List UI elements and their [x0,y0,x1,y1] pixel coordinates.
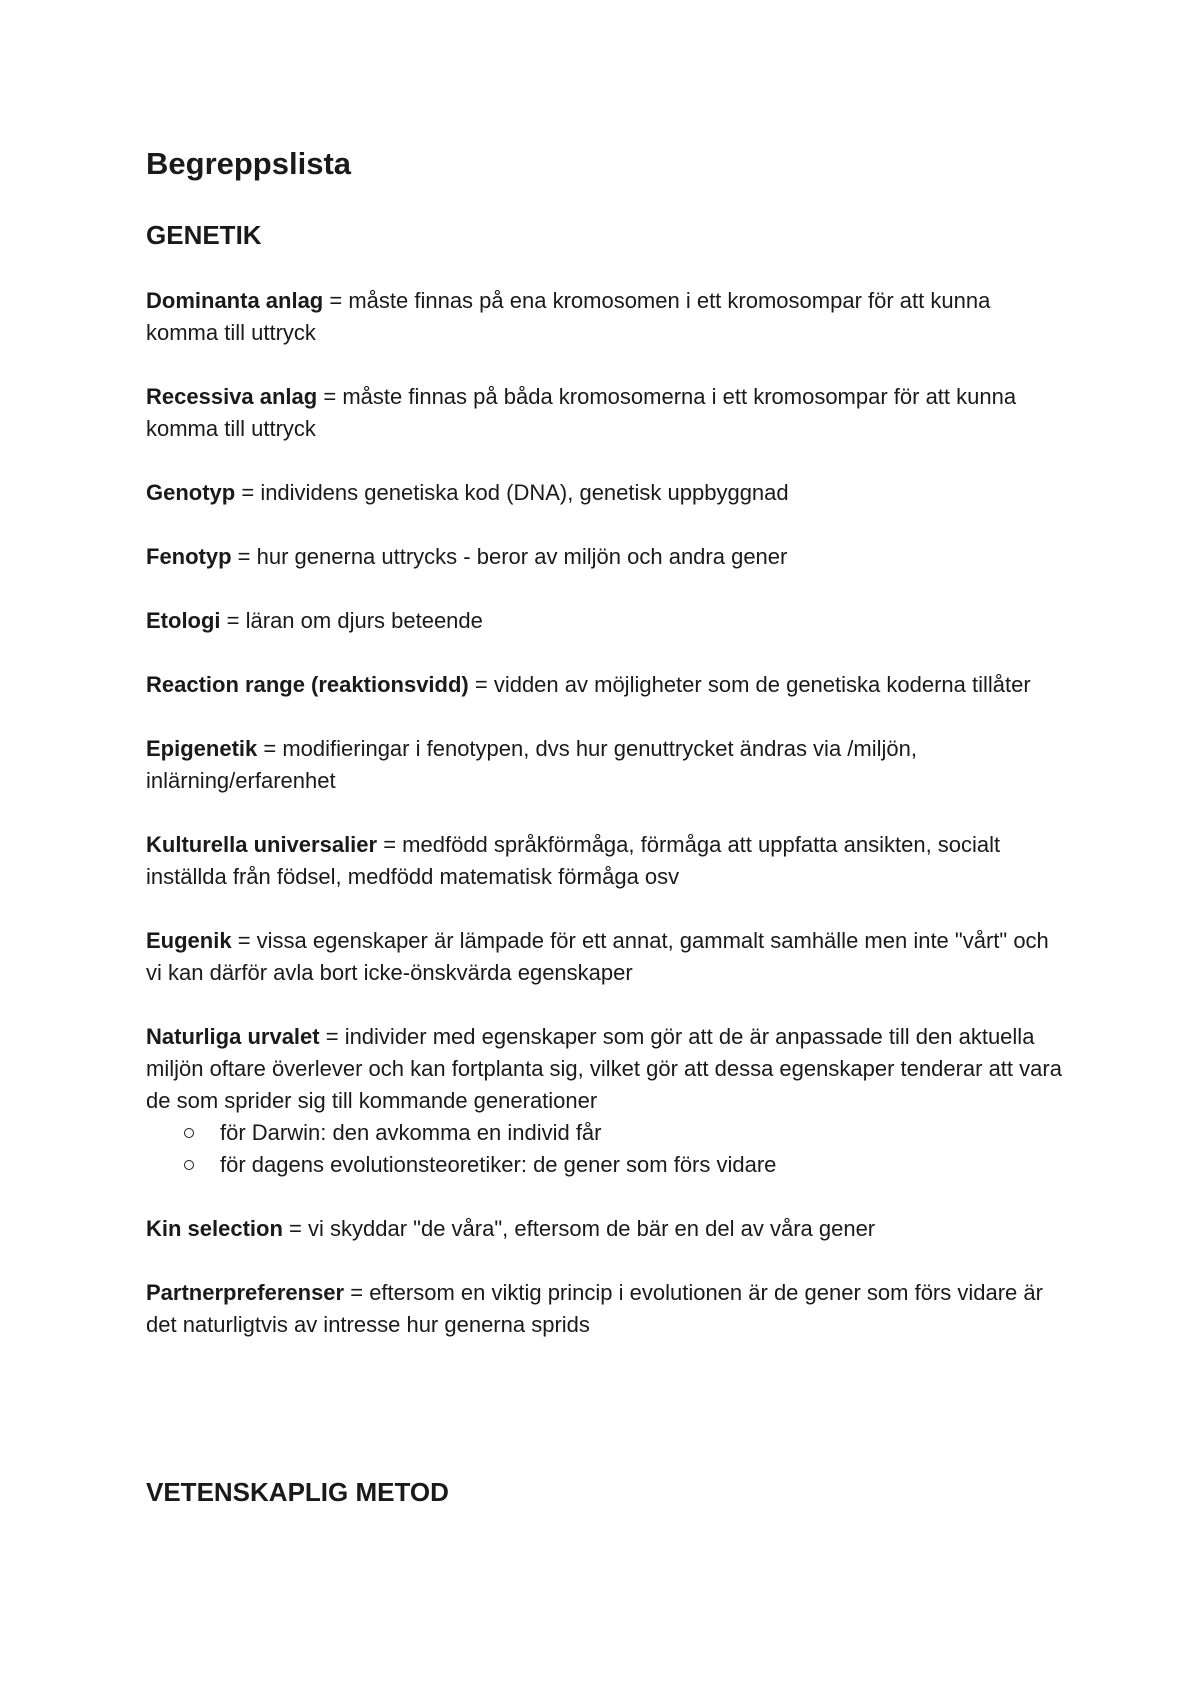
term-definition: eftersom en viktig princip i evolutionen är de gener som förs vidare är det naturligtvis av intresse hur generna sprids [146,1280,1043,1337]
term-entry [146,605,1066,637]
term-separator: = [317,384,343,409]
term-entry [146,541,1066,573]
term-entry [146,669,1066,701]
term-separator: = [220,608,246,633]
term-separator: = [231,928,257,953]
hollow-circle-bullet-icon [184,1128,194,1138]
term-name: Eugenik [146,928,232,953]
term-separator: = [468,672,494,697]
term-separator: = [231,544,257,569]
term-list-genetik [146,285,1066,1373]
term-definition: individens genetiska kod (DNA), genetisk uppbyggnad [260,480,789,505]
term-entry [146,829,1066,893]
sublist-item-text: för Darwin: den avkomma en individ får [220,1120,602,1145]
term-definition: vi skyddar "de våra", eftersom de bär en del av våra gener [308,1216,876,1241]
term-name: Partnerpreferenser [146,1280,345,1305]
sublist-item-text: för dagens evolutionsteoretiker: de gener som förs vidare [220,1152,777,1177]
term-entry [146,733,1066,797]
section-heading-genetik: GENETIK [146,220,262,250]
term-name: Reaction range (reaktionsvidd) [146,672,469,697]
sublist-item [184,1117,1066,1149]
term-separator: = [344,1280,370,1305]
section-heading-vetenskaplig-metod: VETENSKAPLIG METOD [146,1477,449,1507]
term-entry [146,1213,1066,1245]
term-definition: individer med egenskaper som gör att de är anpassade till den aktuella miljön oftare överlever och kan fortplanta sig, vilket gör att dessa egenskaper tenderar att vara de som sprider sig till kommande generationer [146,1024,1062,1113]
hollow-circle-bullet-icon [184,1160,194,1170]
term-definition: måste finnas på ena kromosomen i ett kromosompar för att kunna komma till uttryck [146,288,991,345]
term-definition: hur generna uttrycks - beror av miljön och andra gener [256,544,788,569]
term-sublist [146,1117,1066,1181]
term-name: Fenotyp [146,544,232,569]
term-name: Kulturella universalier [146,832,378,857]
term-definition: medfödd språkförmåga, förmåga att uppfatta ansikten, socialt inställda från födsel, medfödd matematisk förmåga osv [146,832,1001,889]
document-title: Begreppslista [146,146,352,181]
term-separator: = [235,480,261,505]
term-separator: = [323,288,349,313]
term-entry [146,285,1066,349]
term-name: Epigenetik [146,736,258,761]
term-entry [146,1277,1066,1341]
term-entry [146,925,1066,989]
term-entry [146,1021,1066,1181]
term-name: Dominanta anlag [146,288,324,313]
term-definition: läran om djurs beteende [245,608,483,633]
sublist-item [184,1149,1066,1181]
term-entry [146,477,1066,509]
term-separator: = [257,736,283,761]
term-name: Kin selection [146,1216,283,1241]
term-name: Recessiva anlag [146,384,318,409]
term-separator: = [377,832,403,857]
term-separator: = [282,1216,308,1241]
term-name: Etologi [146,608,221,633]
term-separator: = [319,1024,345,1049]
term-name: Naturliga urvalet [146,1024,320,1049]
term-definition: modifieringar i fenotypen, dvs hur genuttrycket ändras via /miljön, inlärning/erfarenhet [146,736,917,793]
term-definition: måste finnas på båda kromosomerna i ett kromosompar för att kunna komma till uttryck [146,384,1017,441]
term-entry [146,381,1066,445]
term-name: Genotyp [146,480,236,505]
term-definition: vissa egenskaper är lämpade för ett annat, gammalt samhälle men inte "vårt" och vi kan därför avla bort icke-önskvärda egenskaper [146,928,1049,985]
term-definition: vidden av möjligheter som de genetiska koderna tillåter [493,672,1031,697]
